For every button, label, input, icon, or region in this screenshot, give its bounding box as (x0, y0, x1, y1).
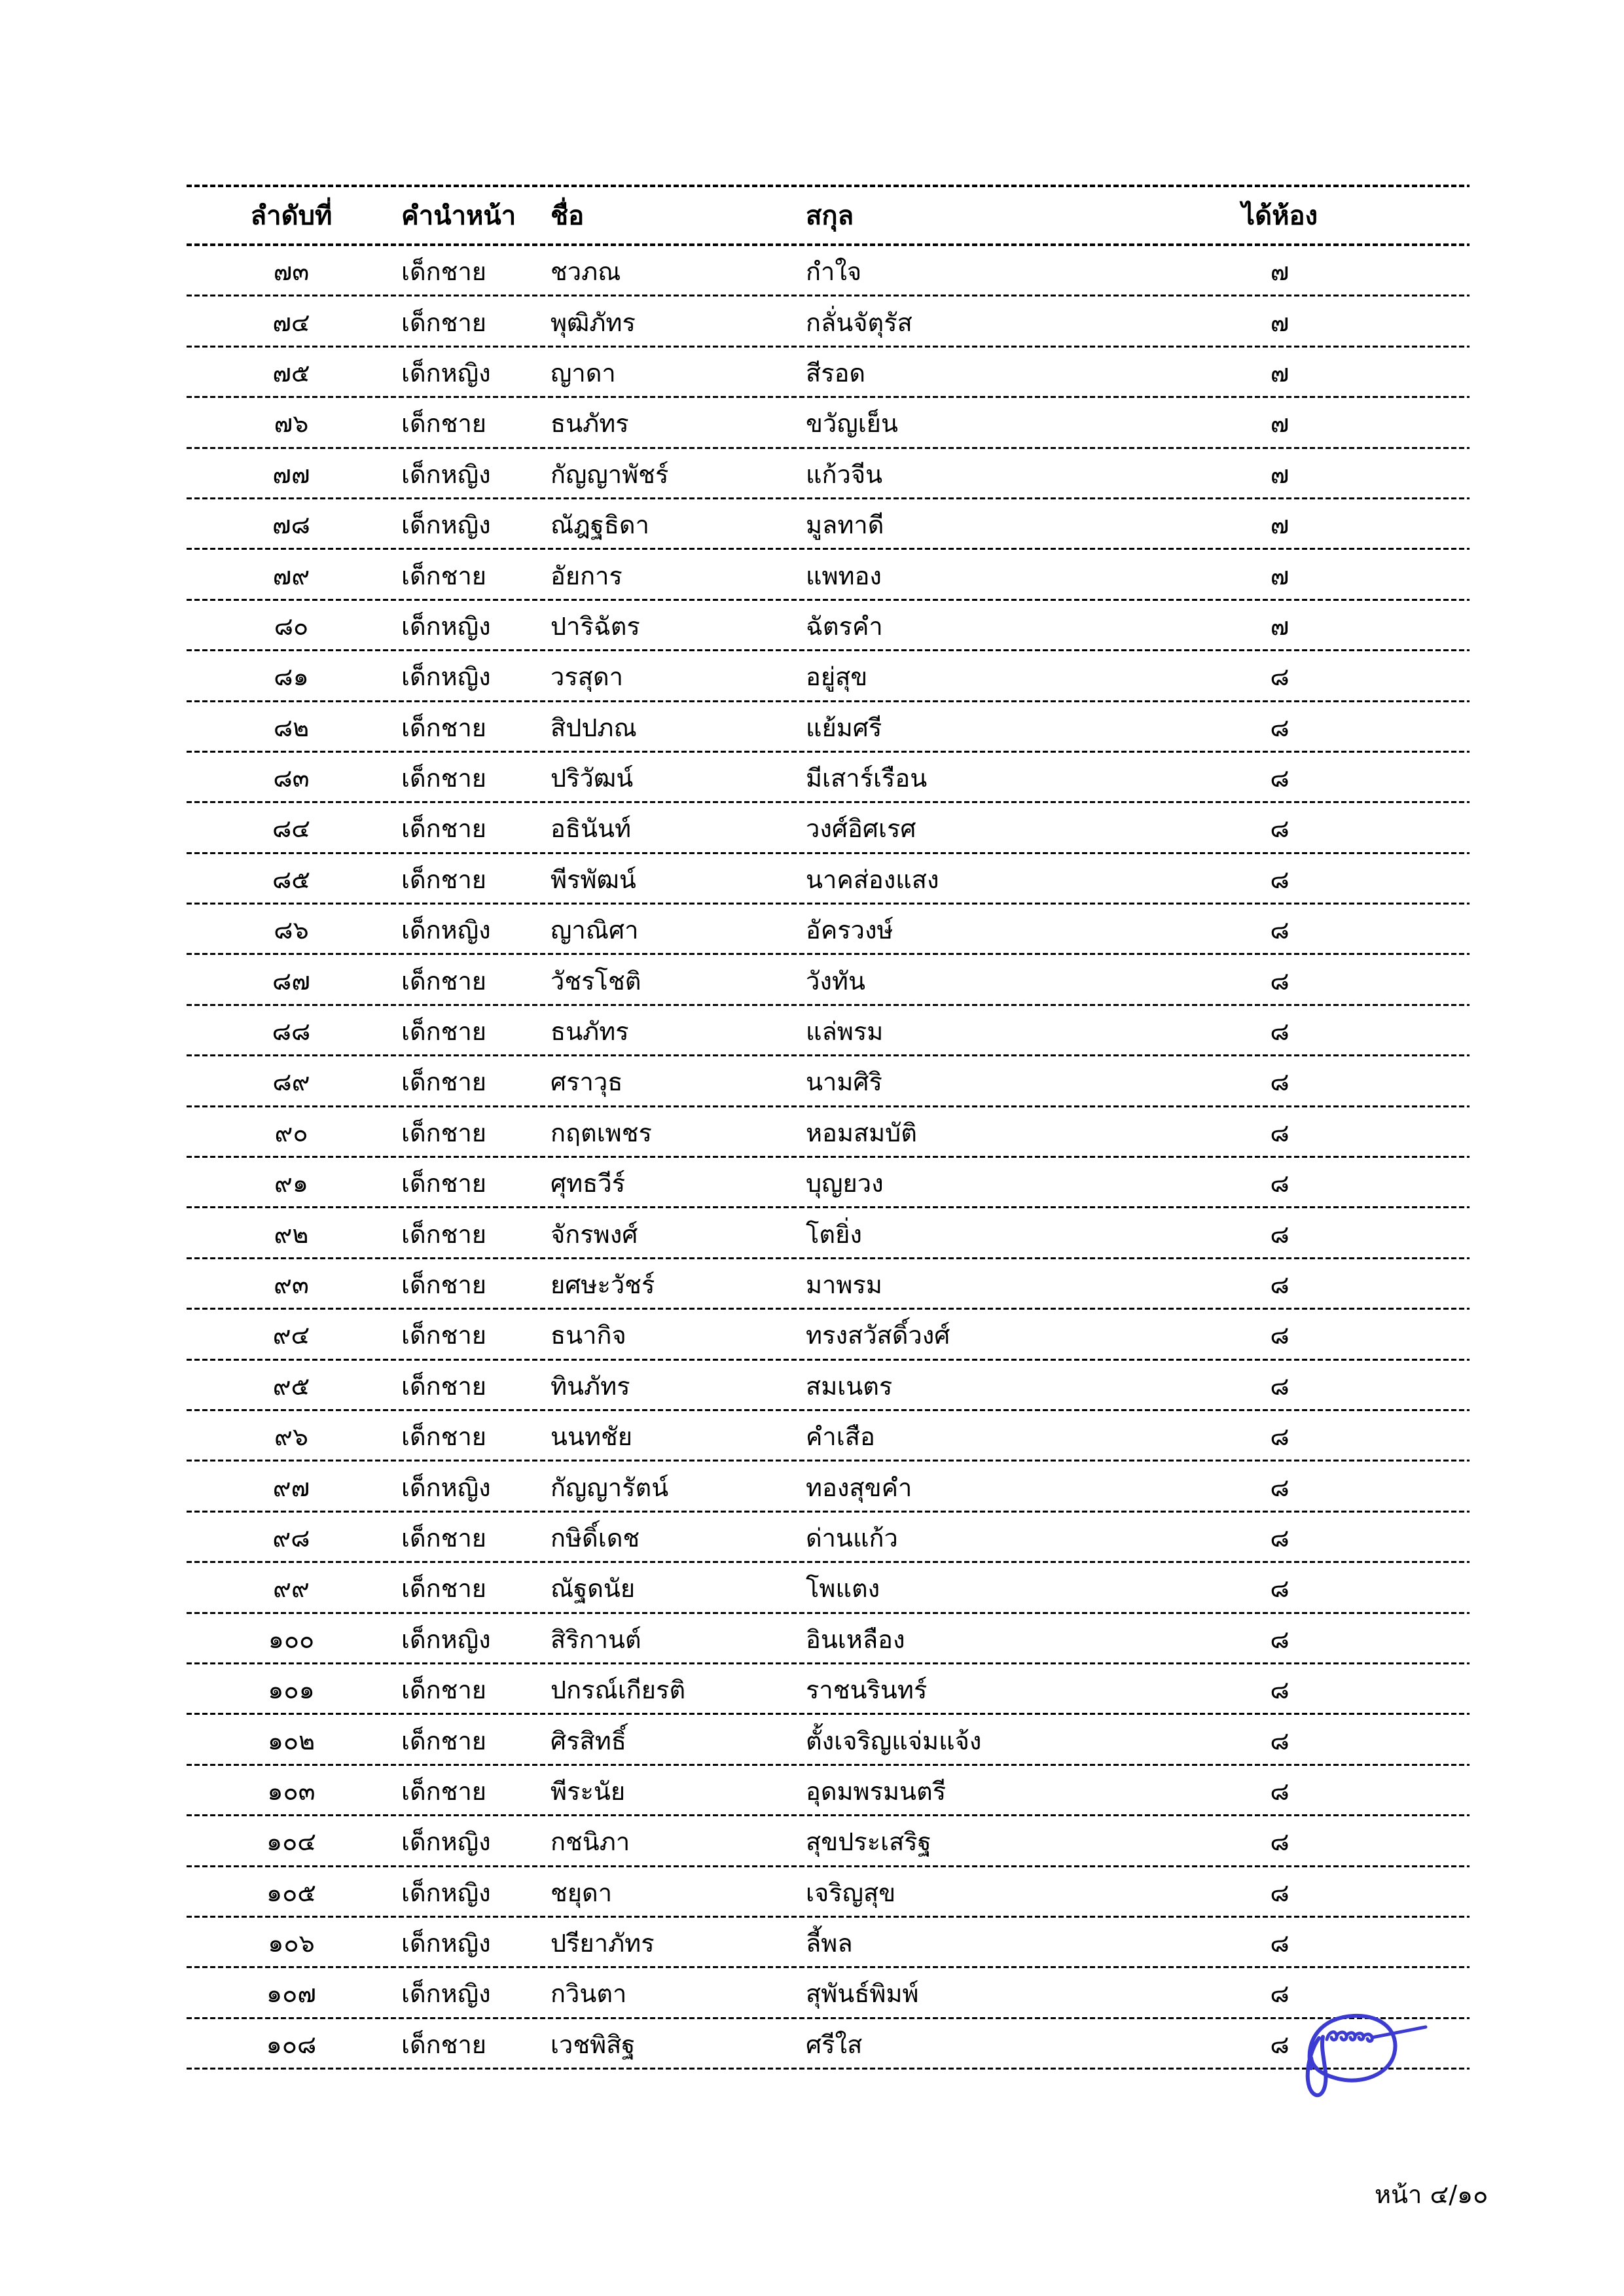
cell-prefix: เด็กชาย (401, 764, 487, 793)
cell-order: ๑๐๖ (268, 1929, 315, 1958)
cell-surname: ตั้งเจริญแจ่มแจ้ง (806, 1726, 982, 1755)
cell-firstname: ปาริฉัตร (550, 611, 640, 641)
cell-room: ๗ (1270, 511, 1290, 540)
cell-room: ๘ (1270, 865, 1290, 894)
cell-firstname: จักรพงศ์ (550, 1219, 638, 1249)
cell-surname: บุญยวง (806, 1169, 884, 1198)
cell-room: ๘ (1270, 1067, 1290, 1097)
table-row (187, 1614, 1470, 1664)
cell-room: ๘ (1270, 1676, 1290, 1705)
student-table (187, 185, 1470, 2070)
table-row (187, 1107, 1470, 1158)
cell-firstname: ธนากิจ (550, 1321, 626, 1350)
cell-prefix: เด็กชาย (401, 2030, 487, 2059)
cell-order: ๙๖ (274, 1422, 308, 1452)
cell-firstname: นนทชัย (550, 1422, 633, 1452)
cell-surname: ราชนรินทร์ (806, 1676, 928, 1705)
cell-surname: กำใจ (806, 257, 862, 287)
cell-surname: แก้วจีน (806, 459, 883, 489)
cell-firstname: พุฒิภัทร (550, 308, 636, 337)
cell-room: ๘ (1270, 1624, 1290, 1654)
cell-surname: แย้มศรี (806, 713, 882, 742)
cell-order: ๙๗ (272, 1473, 310, 1502)
cell-firstname: ชยุดา (550, 1878, 613, 1907)
table-row (187, 1968, 1470, 2018)
header-room: ได้ห้อง (1241, 201, 1318, 231)
cell-surname: อุดมพรมนตรี (806, 1776, 947, 1806)
cell-surname: หอมสมบัติ (806, 1118, 917, 1147)
cell-prefix: เด็กชาย (401, 409, 487, 439)
cell-firstname: ญาณิศา (550, 916, 639, 945)
table-body (187, 246, 1470, 2070)
table-row (187, 1816, 1470, 1867)
cell-room: ๘ (1270, 1726, 1290, 1755)
cell-room: ๘ (1270, 1523, 1290, 1552)
cell-firstname: ปกรณ์เกียรติ (550, 1676, 686, 1705)
cell-prefix: เด็กชาย (401, 1321, 487, 1350)
cell-prefix: เด็กชาย (401, 1726, 487, 1755)
cell-firstname: กัญญาพัชร์ (550, 459, 669, 489)
cell-prefix: เด็กชาย (401, 1219, 487, 1249)
table-row (187, 854, 1470, 905)
cell-room: ๘ (1270, 764, 1290, 793)
cell-room: ๘ (1270, 1169, 1290, 1198)
cell-surname: กลั่นจัตุรัส (806, 308, 912, 337)
cell-surname: อัครวงษ์ (806, 916, 893, 945)
table-row (187, 753, 1470, 803)
cell-prefix: เด็กหญิง (401, 611, 491, 641)
table-row (187, 499, 1470, 550)
table-row (187, 1462, 1470, 1512)
table-row (187, 905, 1470, 955)
cell-room: ๘ (1270, 1827, 1290, 1857)
cell-order: ๙๔ (272, 1321, 310, 1350)
cell-room: ๘ (1270, 1422, 1290, 1452)
table-row (187, 348, 1470, 398)
table-row (187, 1715, 1470, 1765)
cell-order: ๗๖ (274, 409, 309, 439)
table-row (187, 1310, 1470, 1360)
cell-prefix: เด็กชาย (401, 865, 487, 894)
cell-surname: สมเนตร (806, 1371, 893, 1401)
cell-surname: ทรงสวัสดิ์วงศ์ (806, 1321, 950, 1350)
cell-prefix: เด็กชาย (401, 966, 487, 996)
table-row (187, 398, 1470, 448)
cell-order: ๗๗ (272, 459, 310, 489)
table-row (187, 1918, 1470, 1968)
cell-order: ๙๓ (274, 1270, 309, 1299)
cell-prefix: เด็กหญิง (401, 1473, 491, 1502)
cell-prefix: เด็กหญิง (401, 511, 491, 540)
cell-room: ๘ (1270, 1776, 1290, 1806)
cell-order: ๑๐๕ (266, 1878, 317, 1907)
cell-surname: มูลทาดี (806, 511, 884, 540)
cell-order: ๘๕ (272, 865, 311, 894)
cell-firstname: กษิดิ์เดช (550, 1523, 640, 1552)
cell-prefix: เด็กหญิง (401, 1827, 491, 1857)
cell-order: ๘๐ (274, 611, 309, 641)
cell-prefix: เด็กชาย (401, 561, 487, 590)
cell-surname: อินเหลือง (806, 1624, 905, 1654)
cell-firstname: พีระนัย (550, 1776, 626, 1806)
cell-room: ๘ (1270, 1219, 1290, 1249)
cell-prefix: เด็กหญิง (401, 459, 491, 489)
table-row (187, 651, 1470, 702)
cell-room: ๘ (1270, 1878, 1290, 1907)
table-row (187, 601, 1470, 651)
cell-room: ๘ (1270, 2030, 1290, 2059)
cell-surname: โตยิ่ง (806, 1219, 862, 1249)
cell-room: ๗ (1270, 561, 1290, 590)
cell-prefix: เด็กชาย (401, 1169, 487, 1198)
cell-firstname: ณัฎฐธิดา (550, 511, 649, 540)
table-row (187, 1664, 1470, 1715)
cell-order: ๘๗ (272, 966, 310, 996)
cell-room: ๘ (1270, 1473, 1290, 1502)
cell-room: ๘ (1270, 966, 1290, 996)
cell-firstname: ศิรสิทธิ์ (550, 1726, 626, 1755)
cell-order: ๑๐๒ (267, 1726, 316, 1755)
table-row (187, 550, 1470, 600)
cell-surname: ศรีใส (806, 2030, 863, 2059)
cell-surname: ขวัญเย็น (806, 409, 898, 439)
cell-firstname: อธินันท์ (550, 814, 632, 844)
cell-prefix: เด็กหญิง (401, 1979, 491, 2009)
cell-surname: สุพันธ์พิมพ์ (806, 1979, 919, 2009)
table-row (187, 296, 1470, 347)
cell-order: ๘๔ (272, 814, 311, 844)
cell-room: ๘ (1270, 1118, 1290, 1147)
cell-prefix: เด็กชาย (401, 257, 487, 287)
cell-firstname: ยศษะวัชร์ (550, 1270, 655, 1299)
cell-prefix: เด็กหญิง (401, 662, 491, 692)
cell-prefix: เด็กชาย (401, 1371, 487, 1401)
cell-order: ๑๐๓ (267, 1776, 316, 1806)
cell-firstname: กวินตา (550, 1979, 627, 2009)
cell-surname: อยู่สุข (806, 662, 868, 692)
cell-surname: คำเสือ (806, 1422, 875, 1452)
cell-prefix: เด็กชาย (401, 1574, 487, 1604)
cell-firstname: ญาดา (550, 358, 616, 387)
cell-firstname: ธนภัทร (550, 1017, 629, 1047)
cell-prefix: เด็กชาย (401, 713, 487, 742)
table-row (187, 1056, 1470, 1107)
cell-order: ๘๘ (272, 1017, 311, 1047)
cell-surname: นามศิริ (806, 1067, 882, 1097)
cell-room: ๘ (1270, 1371, 1290, 1401)
cell-surname: ด่านแก้ว (806, 1523, 898, 1552)
cell-prefix: เด็กหญิง (401, 1878, 491, 1907)
cell-order: ๘๙ (272, 1067, 310, 1097)
cell-room: ๘ (1270, 662, 1290, 692)
cell-prefix: เด็กชาย (401, 1422, 487, 1452)
cell-order: ๙๐ (274, 1118, 308, 1147)
cell-firstname: กชนิภา (550, 1827, 630, 1857)
table-row (187, 449, 1470, 499)
table-row (187, 1411, 1470, 1462)
table-row (187, 246, 1470, 296)
cell-order: ๙๘ (272, 1523, 310, 1552)
cell-surname: สุขประเสริฐ (806, 1827, 931, 1857)
cell-firstname: สิริกานต์ (550, 1624, 641, 1654)
cell-order: ๗๘ (272, 511, 310, 540)
table-row (187, 1006, 1470, 1056)
cell-order: ๘๖ (274, 916, 309, 945)
cell-surname: เจริญสุข (806, 1878, 896, 1907)
cell-room: ๘ (1270, 1017, 1290, 1047)
cell-prefix: เด็กชาย (401, 1017, 487, 1047)
cell-firstname: ปรียาภัทร (550, 1929, 655, 1958)
table-row (187, 702, 1470, 753)
cell-order: ๗๙ (272, 561, 310, 590)
table-header-row (187, 187, 1470, 243)
header-prefix: คำนำหน้า (401, 201, 516, 231)
cell-prefix: เด็กชาย (401, 1676, 487, 1705)
cell-firstname: วรสุดา (550, 662, 623, 692)
table-row (187, 1867, 1470, 1918)
cell-room: ๘ (1270, 1979, 1290, 2009)
cell-room: ๘ (1270, 1270, 1290, 1299)
cell-order: ๑๐๔ (266, 1827, 317, 1857)
cell-firstname: ธนภัทร (550, 409, 629, 439)
cell-room: ๘ (1270, 713, 1290, 742)
cell-firstname: อัยการ (550, 561, 623, 590)
header-surname: สกุล (806, 201, 854, 231)
cell-firstname: วัชรโชติ (550, 966, 641, 996)
page-number: หน้า ๔/๑๐ (1375, 2180, 1489, 2209)
cell-surname: ทองสุขคำ (806, 1473, 912, 1502)
cell-prefix: เด็กชาย (401, 1270, 487, 1299)
table-row (187, 1563, 1470, 1613)
cell-surname: แพทอง (806, 561, 882, 590)
cell-surname: โพแตง (806, 1574, 880, 1604)
cell-order: ๙๕ (272, 1371, 310, 1401)
cell-prefix: เด็กชาย (401, 308, 487, 337)
cell-surname: วังทัน (806, 966, 865, 996)
table-row (187, 1361, 1470, 1411)
cell-firstname: พีรพัฒน์ (550, 865, 636, 894)
cell-firstname: กฤตเพชร (550, 1118, 652, 1147)
table-row (187, 1766, 1470, 1816)
table-row (187, 1513, 1470, 1563)
cell-surname: แล่พรม (806, 1017, 884, 1047)
cell-firstname: ศุทธวีร์ (550, 1169, 626, 1198)
cell-surname: วงศ์อิศเรศ (806, 814, 916, 844)
cell-room: ๗ (1270, 459, 1290, 489)
cell-room: ๗ (1270, 257, 1290, 287)
cell-room: ๘ (1270, 1574, 1290, 1604)
cell-order: ๘๑ (274, 662, 309, 692)
cell-room: ๗ (1270, 611, 1290, 641)
table-row (187, 1208, 1470, 1259)
cell-firstname: ปริวัฒน์ (550, 764, 634, 793)
table-row (187, 803, 1470, 853)
cell-order: ๑๐๗ (266, 1979, 316, 2009)
cell-order: ๙๒ (274, 1219, 309, 1249)
cell-firstname: ชวภณ (550, 257, 621, 287)
cell-order: ๙๙ (273, 1574, 310, 1604)
table-row (187, 1259, 1470, 1310)
cell-prefix: เด็กชาย (401, 1118, 487, 1147)
table-row (187, 1158, 1470, 1208)
cell-prefix: เด็กหญิง (401, 1624, 491, 1654)
cell-surname: ฉัตรคำ (806, 611, 883, 641)
cell-order: ๗๕ (272, 358, 310, 387)
cell-prefix: เด็กชาย (401, 1067, 487, 1097)
cell-order: ๑๐๘ (266, 2030, 317, 2059)
table-row (187, 955, 1470, 1005)
cell-prefix: เด็กหญิง (401, 1929, 491, 1958)
cell-room: ๘ (1270, 814, 1290, 844)
cell-room: ๘ (1270, 1321, 1290, 1350)
cell-order: ๘๒ (273, 713, 310, 742)
cell-prefix: เด็กชาย (401, 1776, 487, 1806)
cell-room: ๗ (1270, 358, 1290, 387)
cell-surname: สีรอด (806, 358, 866, 387)
cell-order: ๙๑ (274, 1169, 308, 1198)
cell-surname: มีเสาร์เรือน (806, 764, 928, 793)
cell-firstname: ทินภัทร (550, 1371, 630, 1401)
cell-order: ๗๓ (273, 257, 310, 287)
cell-surname: นาคส่องแสง (806, 865, 939, 894)
cell-prefix: เด็กชาย (401, 1523, 487, 1552)
cell-room: ๘ (1270, 916, 1290, 945)
cell-room: ๗ (1270, 409, 1290, 439)
cell-room: ๘ (1270, 1929, 1290, 1958)
cell-firstname: เวชพิสิฐ (550, 2030, 636, 2059)
table-row (187, 2019, 1470, 2070)
cell-surname: มาพรม (806, 1270, 882, 1299)
cell-order: ๑๐๑ (268, 1676, 315, 1705)
header-firstname: ชื่อ (550, 201, 585, 231)
cell-firstname: สิปปภณ (550, 713, 637, 742)
cell-order: ๗๔ (272, 308, 310, 337)
cell-order: ๘๓ (273, 764, 310, 793)
header-order: ลำดับที่ (250, 201, 333, 231)
cell-prefix: เด็กชาย (401, 814, 487, 844)
cell-firstname: ศราวุธ (550, 1067, 623, 1097)
cell-prefix: เด็กหญิง (401, 358, 491, 387)
cell-room: ๗ (1270, 308, 1290, 337)
cell-order: ๑๐๐ (268, 1624, 315, 1654)
cell-firstname: กัญญารัตน์ (550, 1473, 669, 1502)
cell-prefix: เด็กหญิง (401, 916, 491, 945)
cell-surname: ลี้พล (806, 1929, 853, 1958)
cell-firstname: ณัฐดนัย (550, 1574, 636, 1604)
